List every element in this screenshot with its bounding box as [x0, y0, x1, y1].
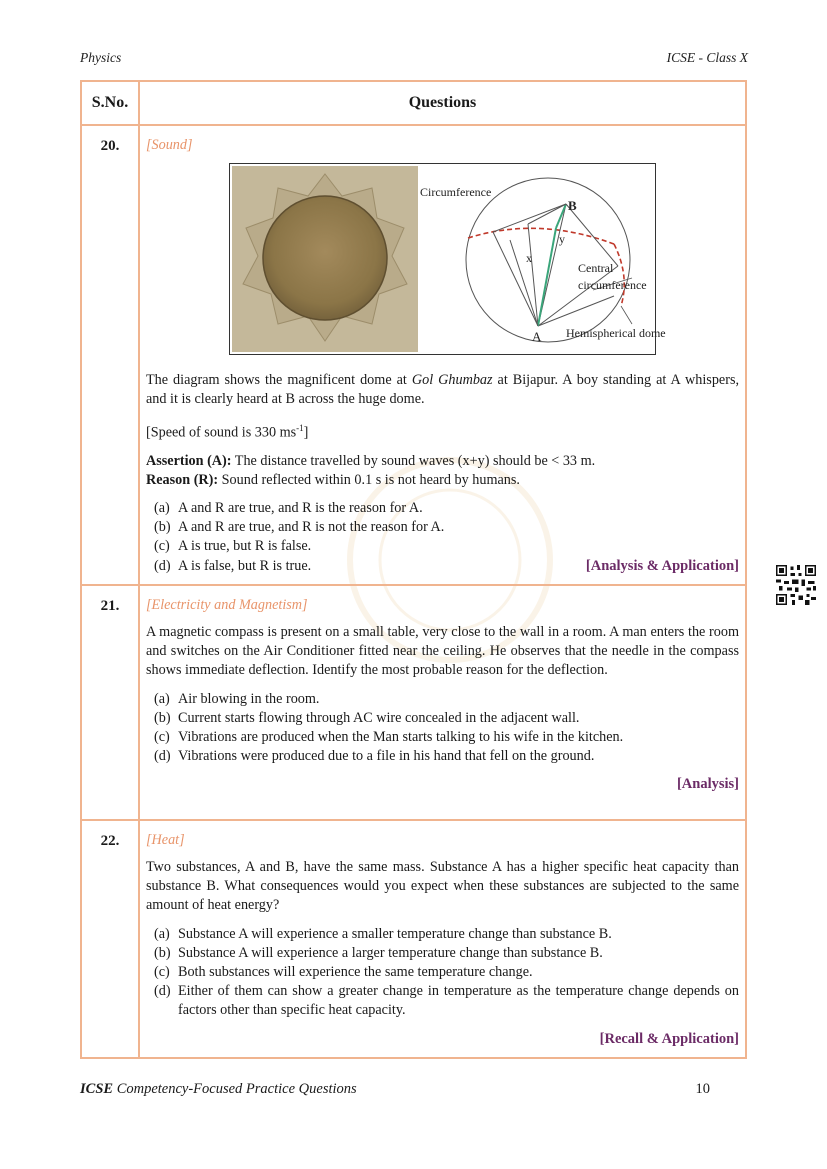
- option-text: A and R are true, and R is the reason for A.: [178, 499, 423, 516]
- option-text: A is true, but R is false.: [178, 538, 312, 555]
- option-text: Air blowing in the room.: [178, 690, 320, 707]
- option: [154, 728, 739, 747]
- question-number: 22.: [81, 820, 139, 1058]
- class-label: ICSE - Class X: [666, 50, 748, 65]
- page-number: 10: [695, 1081, 710, 1097]
- question-body: [139, 820, 746, 1058]
- question-row-22: [81, 820, 746, 1058]
- reason: [146, 471, 739, 490]
- option-key: (d): [154, 983, 171, 1000]
- questions-table: [80, 80, 747, 1059]
- option-text: Substance A will experience a larger temperature change than substance B.: [178, 944, 603, 961]
- tag-line: [146, 1030, 739, 1049]
- option-key: (c): [154, 963, 170, 980]
- options-list: [146, 690, 739, 767]
- option: [154, 944, 739, 963]
- qr-code-icon[interactable]: [776, 565, 816, 605]
- question-row-20: [81, 125, 746, 585]
- question-row-21: [81, 585, 746, 820]
- skill-tag: [Analysis & Application]: [585, 557, 739, 574]
- option-key: (b): [154, 944, 171, 961]
- options-list: [146, 925, 739, 1021]
- page-header: [80, 50, 748, 66]
- footer-title-bold: ICSE: [80, 1081, 114, 1097]
- assertion-text: The distance travelled by sound waves (x+y) should be < 33 m.: [231, 452, 596, 469]
- label-b: B: [568, 198, 577, 214]
- dome-diagram: [418, 166, 666, 352]
- skill-tag: [Analysis]: [676, 776, 739, 793]
- option-text: Either of them can show a greater change in temperature as the temperature change depends on factors other than specific heat capacity.: [178, 983, 739, 1019]
- reason-label: Reason (R):: [146, 471, 219, 488]
- option-key: (b): [154, 709, 171, 726]
- reason-text: Sound reflected within 0.1 s is not heard by humans.: [218, 471, 520, 488]
- option-key: (a): [154, 690, 170, 707]
- speed-note: [146, 419, 739, 443]
- subject-label: Physics: [80, 50, 122, 65]
- option: [154, 925, 739, 944]
- label-x: x: [526, 251, 532, 266]
- option-key: (d): [154, 557, 171, 574]
- table-header-row: [81, 81, 746, 125]
- assertion-label: Assertion (A):: [146, 452, 232, 469]
- dome-photo: [232, 166, 418, 352]
- option: [154, 709, 739, 728]
- option: [154, 537, 739, 556]
- option-text: Substance A will experience a smaller temperature change than substance B.: [178, 925, 612, 942]
- text-part: [Speed of sound is 330 ms: [146, 424, 297, 441]
- option: [154, 518, 739, 537]
- topic-label: [Sound]: [146, 137, 193, 153]
- question-body: [139, 125, 746, 585]
- option-key: (b): [154, 519, 171, 536]
- option-text: A is false, but R is true.: [178, 557, 312, 574]
- text-part: ]: [303, 424, 309, 441]
- label-central: Central: [578, 261, 614, 276]
- question-text: A magnetic compass is present on a small table, very close to the wall in a room. A man enters the room and switches on the Air Conditioner fitted near the ceiling. He observes that the needle in the compass shows immediate deflection. Identify the most probable reason for the deflection.: [146, 623, 739, 679]
- option-text: A and R are true, and R is not the reason for A.: [178, 519, 445, 536]
- topic-label: [Heat]: [146, 831, 185, 848]
- option-key: (a): [154, 925, 170, 942]
- text-part: at Bijapur. A boy standing at A whispers, and it is clearly heard at B across the huge dome.: [146, 372, 740, 408]
- option-key: (c): [154, 538, 170, 555]
- label-y: y: [559, 232, 565, 247]
- sno-header: S.No.: [81, 81, 139, 125]
- tag-line: [146, 775, 739, 794]
- option: [154, 499, 739, 518]
- option-key: (c): [154, 728, 170, 745]
- skill-tag: [Recall & Application]: [599, 1030, 739, 1047]
- superscript: -1: [296, 422, 304, 433]
- option-text: Both substances will experience the same temperature change.: [178, 963, 533, 980]
- label-circumference: Circumference: [420, 185, 492, 200]
- question-number: 20.: [81, 125, 139, 585]
- option: [154, 557, 739, 576]
- footer-title-rest: Competency-Focused Practice Questions: [113, 1081, 357, 1097]
- option: [154, 982, 739, 1020]
- question-body: [139, 585, 746, 820]
- topic-label: [Electricity and Magnetism]: [146, 596, 308, 613]
- option-text: Vibrations are produced when the Man starts talking to his wife in the kitchen.: [178, 728, 624, 745]
- option: [154, 747, 739, 766]
- page-footer: [80, 1081, 710, 1098]
- text-italic: Gol Ghumbaz: [411, 372, 493, 389]
- options-list: [146, 499, 739, 576]
- text-part: The diagram shows the magnificent dome at: [146, 372, 412, 389]
- footer-title: [80, 1081, 357, 1098]
- question-text: Two substances, A and B, have the same mass. Substance A has a higher specific heat capacity than substance B. What consequences would you expect when these substances are subjected to the same amount of heat energy?: [146, 858, 739, 914]
- option: [154, 690, 739, 709]
- option: [154, 963, 739, 982]
- question-number: 21.: [81, 585, 139, 820]
- option-text: Current starts flowing through AC wire concealed in the adjacent wall.: [178, 709, 580, 726]
- option-text: Vibrations were produced due to a file in his hand that fell on the ground.: [178, 748, 595, 765]
- label-hemispherical-dome: Hemispherical dome: [566, 326, 666, 341]
- option-key: (d): [154, 748, 171, 765]
- option-key: (a): [154, 499, 170, 516]
- questions-header: Questions: [139, 81, 746, 125]
- label-a: A: [532, 329, 542, 345]
- question-text: [146, 371, 739, 409]
- assertion: [146, 452, 739, 471]
- label-central-circumference: circumference: [578, 278, 647, 293]
- dome-figure: [229, 163, 666, 355]
